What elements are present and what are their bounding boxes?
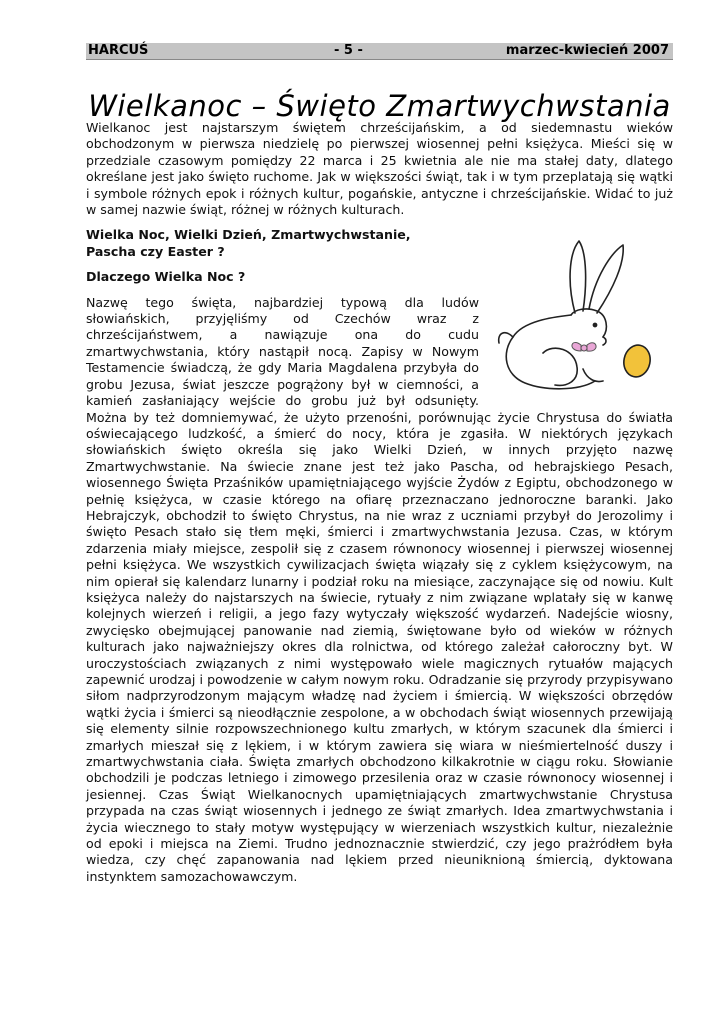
subheading-why: Dlaczego Wielka Noc ? <box>86 269 246 285</box>
header-page-number: - 5 - <box>334 43 363 58</box>
easter-egg-icon <box>621 342 653 379</box>
main-paragraph <box>86 295 673 886</box>
intro-paragraph: Wielkanoc jest najstarszym świętem chrześcijańskim, a od siedemnastu wieków obchodzonym w pierwsza niedzielę po pierwszej wiosennej pełni księżyca. Mieści się w przedziale czasowym pomiędzy 22 marca i 25 kwietnia ale nie ma stałej daty, dlatego określane jest jako święto ruchome. Jak w większości świąt, tak i w tym przeplatają się wątki i symbole różnych epok i różnych kultur, pogańskie, antyczne i chrześcijańskie. Widać to już w samej nazwie świąt, różnej w różnych kulturach. <box>86 120 673 218</box>
bow-icon <box>572 342 596 351</box>
header-issue-date: marzec-kwiecień 2007 <box>505 43 669 58</box>
header-magazine-name: HARCUŚ <box>88 43 149 58</box>
article-title: Wielkanoc – Święto Zmartwychwstania <box>88 89 671 124</box>
main-paragraph-text: Nazwę tego święta, najbardziej typową dla ludów słowiańskich, przyjęliśmy od Czechów wraz z chrześcijaństwem, a nawiązuje ona do cudu zmartwychwstania, który nastąpił nocą. Zapisy w Nowym Testamencie świadczą, że gdy Maria Magdalena przybyła do grobu Jezusa, świat jeszcze pogrążony był w ciemności, a kamień zasłaniający wejście do grobu już był odsunięty. Można by też domniemywać, że użyto przenośni, porównując życie Chrystusa do światła oświecającego ludzkość, a śmierć do nocy, która je zgasiła. W niektórych językach słowiańskich święto określa się jako Wielki Dzień, w innych przyjęto nazwę Zmartwychwstanie. Na świecie znane jest też jako Pascha, od hebrajskiego Pesach, wiosennego Święta Przaśników upamiętniającego wyjście Żydów z Egiptu, obchodzonego w pełnię księżyca, w czasie którego na ofiarę przeznaczano jednoroczne baranki. Jako Hebrajczyk, obchodził to święto Chrystus, na nie wraz z uczniami przybył do Jerozolimy i święto Pesach stało się tłem męki, śmierci i zmartwychwstania Jezusa. Czas, w którym zdarzenia miały miejsce, zespolił się z czasem równonocy wiosennej i pierwszej wiosennej pełni księżyca. We wszystkich cywilizacjach święta wiązały się z cyklem księżycowym, na nim opierał się kalendarz lunarny i podział roku na miesiące, zaczynające się od nowiu. Kult księżyca należy do najstarszych na świecie, rytuały z nim związane wplatały się w kanwę kolejnych wierzeń i religii, a jego fazy wytyczały większość wydarzeń. Nadejście wiosny, zwycięsko obejmującej panowanie nad ziemią, świętowane było od wieków w różnych kulturach jako najważniejszy okres dla rolnictwa, od którego zależał całoroczny byt. W uroczystościach związanych z nimi występowało wiele magicznych rytuałów mających zapewnić urodzaj i powodzenie w całym nowym roku. Odradzanie się przyrody przypisywano siłom nadprzyrodzonym mającym władzę nad życiem i śmiercią. W większości obrzędów wątki życia i śmierci są nieodłącznie zespolone, a w obchodach świąt wiosennych przewijają się elementy silnie rozpowszechnionego kultu zmarłych, w którym szacunek dla śmierci i zmarłych mieszał się z lękiem, i w którym zawiera się wiara w nieśmiertelność duszy i zmartwychwstania ciała. Święta zmarłych obchodzono kilkakrotnie w ciągu roku. Słowianie obchodzili je podczas letniego i zimowego przesilenia oraz w czasie równonocy wiosennej i jesiennej. Czas Świąt Wielkanocnych upamiętniających zmartwychwstanie Chrystusa przypada na czas świąt wiosennych i jednego ze świąt zmarłych. Idea zmartwychwstania i życia wiecznego to stały motyw występujący w wierzeniach wszystkich kultur, niezależnie od epoki i miejsca na Ziemi. Trudno jednoznacznie stwierdzić, czy jego prażródłem była wiedza, czy chęć zapanowania nad lękiem przed nieuniknioną śmiercią, dyktowana instynktem samozachowawczym. <box>86 294 673 884</box>
page-header <box>86 43 673 60</box>
easter-bunny-illustration <box>483 233 683 395</box>
subheading-names: Wielka Noc, Wielki Dzień, Zmartwychwstanie, Pascha czy Easter ? <box>86 227 411 259</box>
article-body <box>86 120 673 885</box>
